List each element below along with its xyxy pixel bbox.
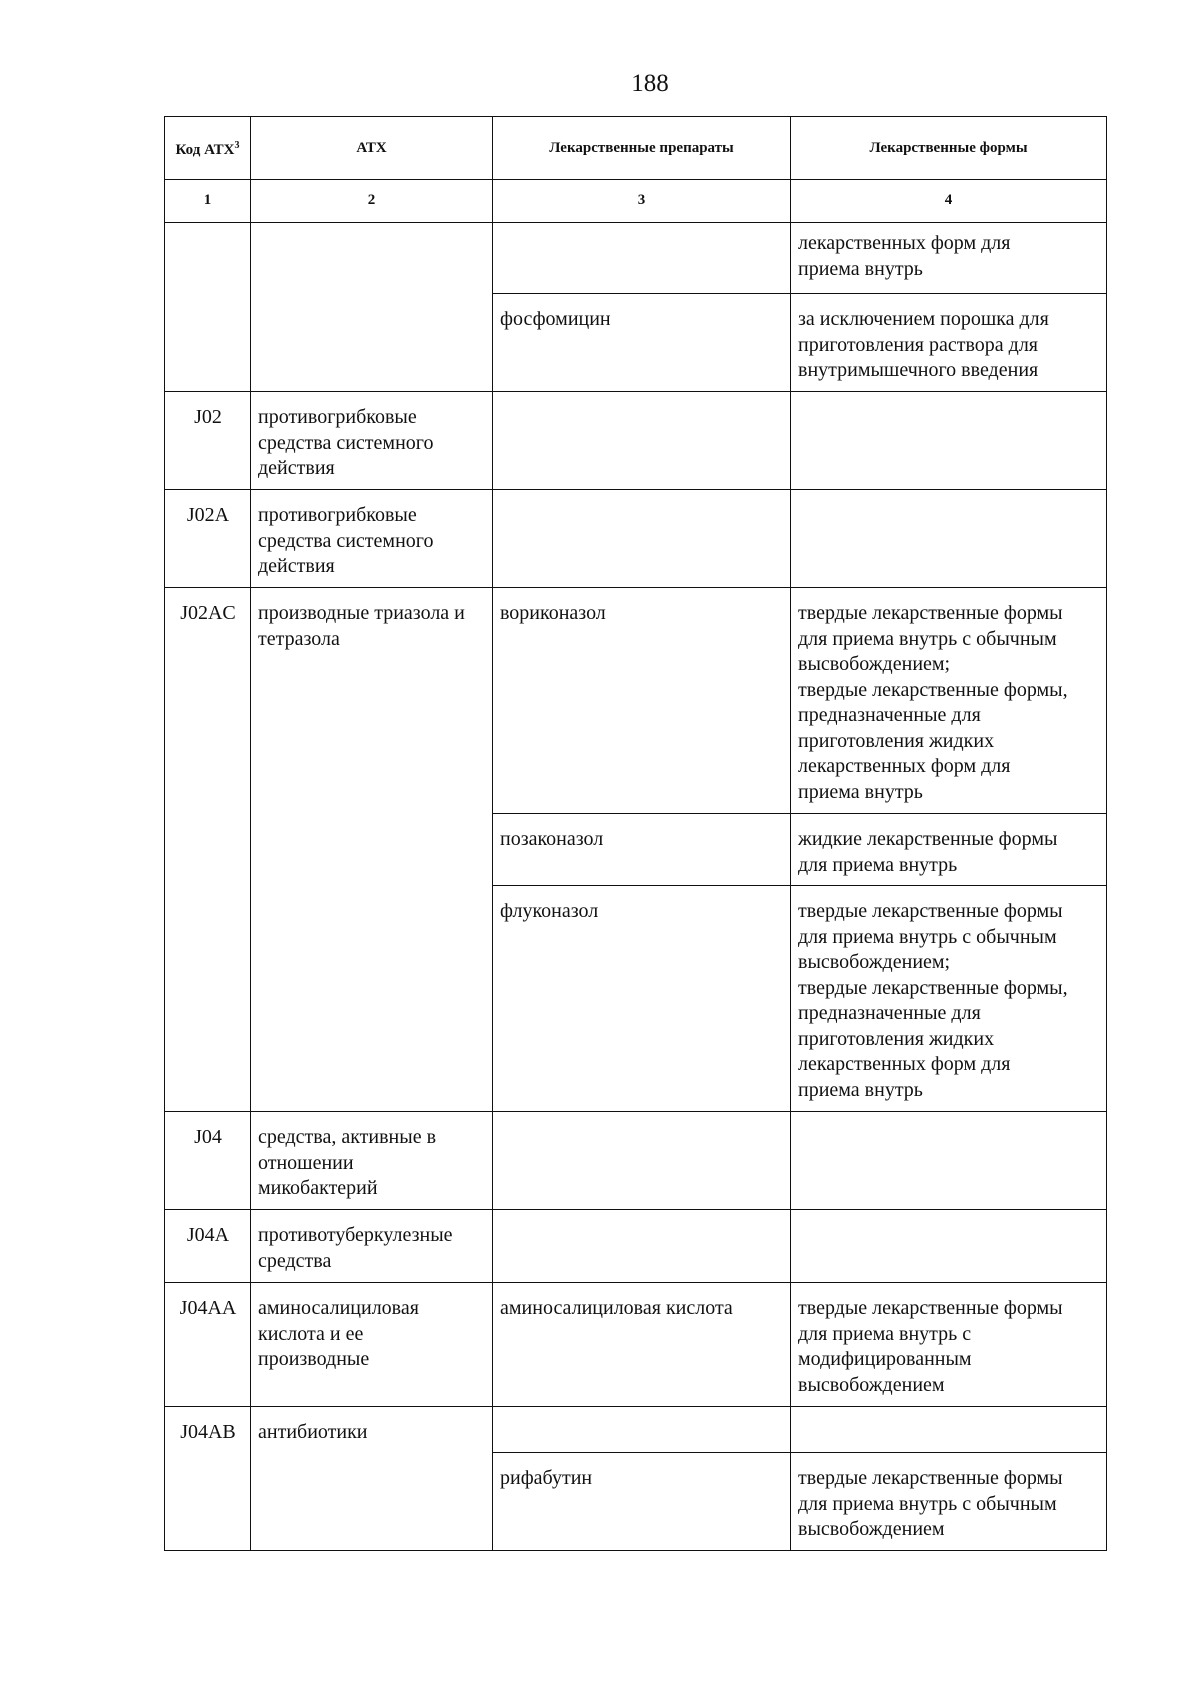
drug-cell <box>493 1407 791 1453</box>
code-cell: J04AB <box>165 1407 251 1551</box>
code-cell: J04 <box>165 1112 251 1210</box>
atx-cell: аминосалициловая кислота и ее производные <box>251 1283 493 1407</box>
table-header-row <box>165 117 1107 180</box>
atx-cell: противотуберкулезные средства <box>251 1210 493 1283</box>
form-cell: твердые лекарственные формы для приема внутрь с обычным высвобождением <box>791 1453 1107 1551</box>
code-cell: J02AC <box>165 588 251 1112</box>
code-cell: J04A <box>165 1210 251 1283</box>
form-cell: лекарственных форм для приема внутрь <box>791 223 1107 294</box>
table-row <box>165 1210 1107 1283</box>
atx-cell: производные триазола и тетразола <box>251 588 493 1112</box>
atx-cell: антибиотики <box>251 1407 493 1551</box>
column-number: 4 <box>791 180 1107 223</box>
drug-cell: вориконазол <box>493 588 791 814</box>
form-cell: жидкие лекарственные формы для приема внутрь <box>791 814 1107 886</box>
drug-cell <box>493 1112 791 1210</box>
code-cell <box>165 223 251 392</box>
table-row <box>165 490 1107 588</box>
table-row <box>165 1283 1107 1407</box>
atx-cell: противогрибковые средства системного действия <box>251 490 493 588</box>
atx-cell: противогрибковые средства системного действия <box>251 392 493 490</box>
drug-cell <box>493 223 791 294</box>
header-atx: АТХ <box>251 117 493 180</box>
form-cell <box>791 1407 1107 1453</box>
table-row <box>165 1112 1107 1210</box>
code-cell: J04AA <box>165 1283 251 1407</box>
code-cell: J02A <box>165 490 251 588</box>
drug-cell <box>493 490 791 588</box>
header-code-atx: Код АТХ$^3$ <box>165 117 251 180</box>
drug-cell <box>493 1210 791 1283</box>
atx-cell <box>251 223 493 392</box>
form-cell: твердые лекарственные формы для приема внутрь с модифицированным высвобождением <box>791 1283 1107 1407</box>
drug-cell <box>493 392 791 490</box>
atx-table <box>164 116 1107 1551</box>
table-row <box>165 588 1107 814</box>
form-cell: твердые лекарственные формы для приема внутрь с обычным высвобождением; твердые лекарственные формы, предназначенные для приготовления жидких лекарственных форм для приема внутрь <box>791 588 1107 814</box>
form-cell: твердые лекарственные формы для приема внутрь с обычным высвобождением; твердые лекарственные формы, предназначенные для приготовления жидких лекарственных форм для приема внутрь <box>791 886 1107 1112</box>
form-cell: за исключением порошка для приготовления раствора для внутримышечного введения <box>791 294 1107 392</box>
drug-cell: флуконазол <box>493 886 791 1112</box>
form-cell <box>791 392 1107 490</box>
table-row <box>165 1407 1107 1453</box>
header-dosage-forms: Лекарственные формы <box>791 117 1107 180</box>
code-cell: J02 <box>165 392 251 490</box>
column-number: 1 <box>165 180 251 223</box>
column-number: 2 <box>251 180 493 223</box>
drug-cell: рифабутин <box>493 1453 791 1551</box>
page-number: 188 <box>631 70 669 97</box>
table-row <box>165 392 1107 490</box>
form-cell <box>791 1210 1107 1283</box>
drug-cell: аминосалициловая кислота <box>493 1283 791 1407</box>
form-cell <box>791 490 1107 588</box>
drug-cell: фосфомицин <box>493 294 791 392</box>
table-row <box>165 223 1107 294</box>
column-number-row <box>165 180 1107 223</box>
header-drugs: Лекарственные препараты <box>493 117 791 180</box>
column-number: 3 <box>493 180 791 223</box>
atx-cell: средства, активные в отношении микобактерий <box>251 1112 493 1210</box>
form-cell <box>791 1112 1107 1210</box>
drug-cell: позаконазол <box>493 814 791 886</box>
